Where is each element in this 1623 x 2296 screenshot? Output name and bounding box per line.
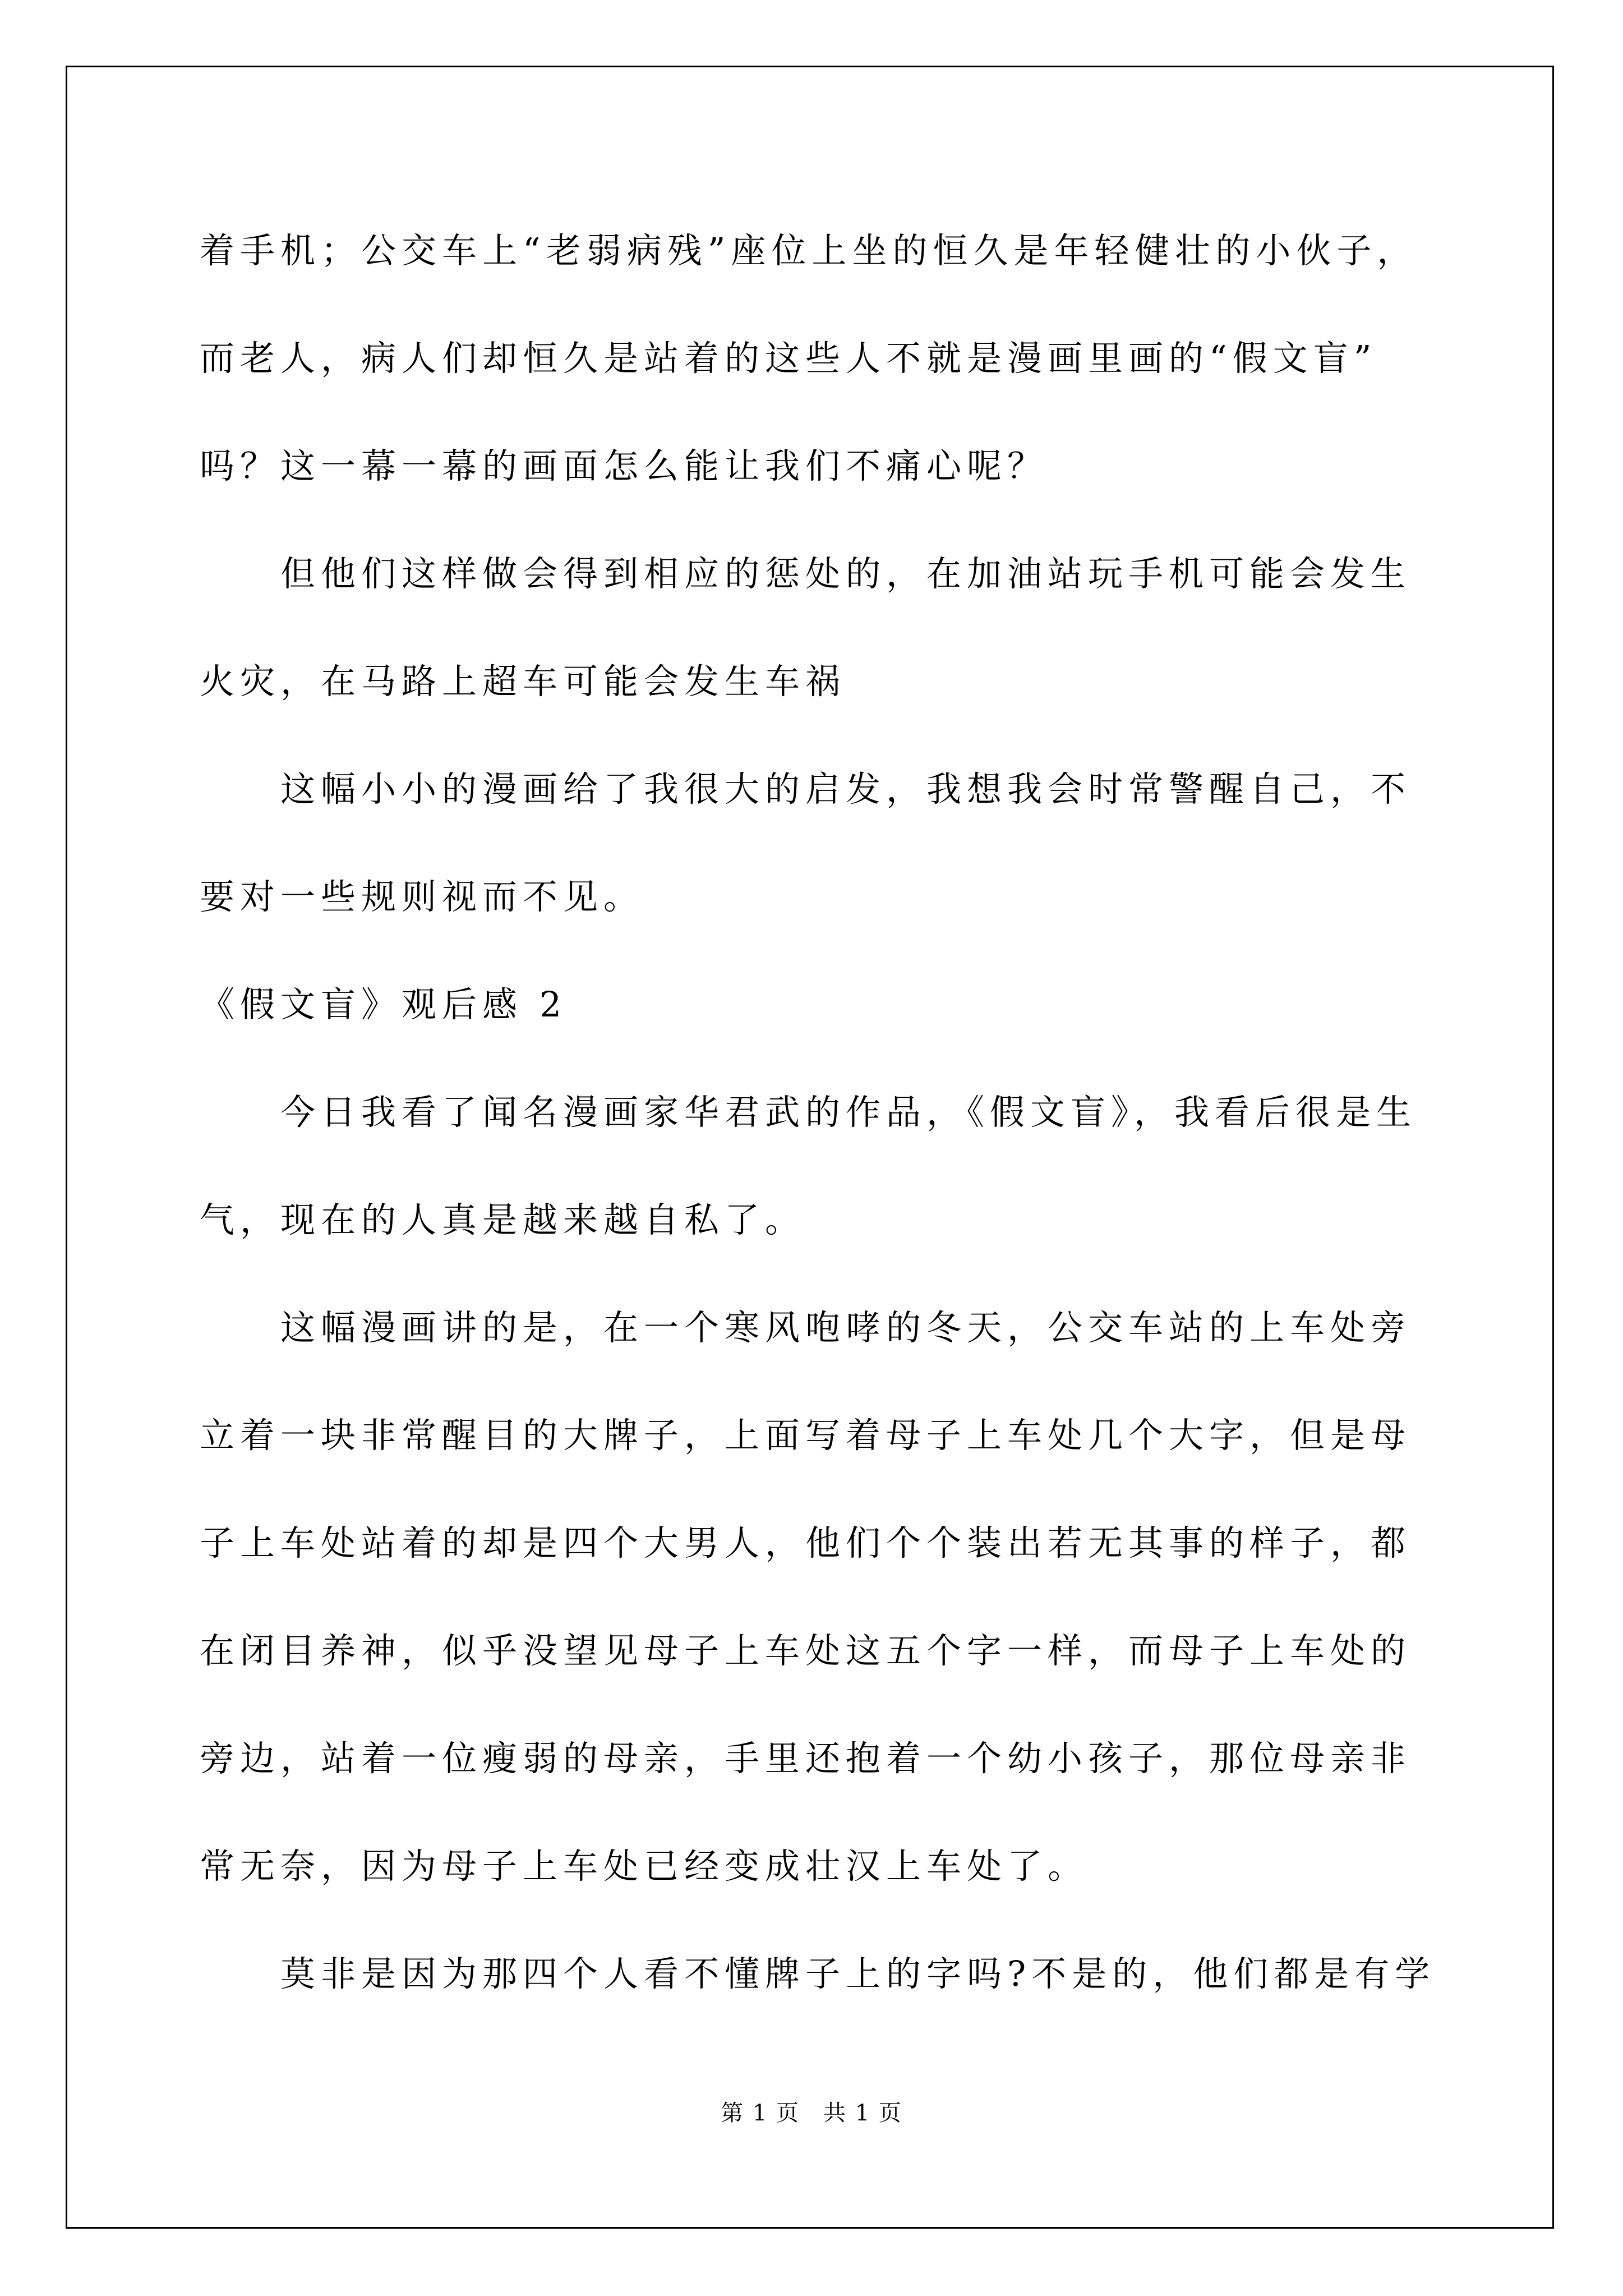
section-heading: 《假文盲》观后感 2 [200,984,568,1025]
paragraph-start-line: 但他们这样做会得到相应的惩处的，在加油站玩手机可能会发生 [280,553,1412,594]
paragraph-start-line: 这幅小小的漫画给了我很大的启发，我想我会时常警醒自己，不 [280,769,1412,809]
text-line: 子上车处站着的却是四个大男人，他们个个装出若无其事的样子，都 [200,1522,1412,1563]
text-line: 而老人，病人们却恒久是站着的这些人不就是漫画里画的“假文盲” [200,338,1377,379]
page-border [66,66,1554,2229]
paragraph-start-line: 这幅漫画讲的是，在一个寒风咆哮的冬天，公交车站的上车处旁 [280,1307,1412,1348]
text-line: 火灾，在马路上超车可能会发生车祸 [200,661,846,702]
text-line: 常无奈，因为母子上车处已经变成壮汉上车处了。 [200,1846,1089,1887]
paragraph-start-line: 莫非是因为那四个人看不懂牌子上的字吗?不是的，他们都是有学 [280,1953,1436,1994]
text-line: 气，现在的人真是越来越自私了。 [200,1199,806,1240]
paragraph-start-line: 今日我看了闻名漫画家华君武的作品，《假文盲》，我看后很是生 [280,1092,1417,1133]
text-line: 吗？这一幕一幕的画面怎么能让我们不痛心呢？ [200,445,1048,486]
text-line: 要对一些规则视而不见。 [200,876,644,917]
text-line: 旁边，站着一位瘦弱的母亲，手里还抱着一个幼小孩子，那位母亲非 [200,1738,1412,1779]
text-line: 在闭目养神，似乎没望见母子上车处这五个字一样，而母子上车处的 [200,1630,1412,1671]
text-line: 着手机；公交车上“老弱病残”座位上坐的恒久是年轻健壮的小伙子， [200,230,1418,271]
text-line: 立着一块非常醒目的大牌子，上面写着母子上车处几个大字，但是母 [200,1415,1412,1456]
page-number-footer: 第 1 页 共 1 页 [721,2100,902,2126]
